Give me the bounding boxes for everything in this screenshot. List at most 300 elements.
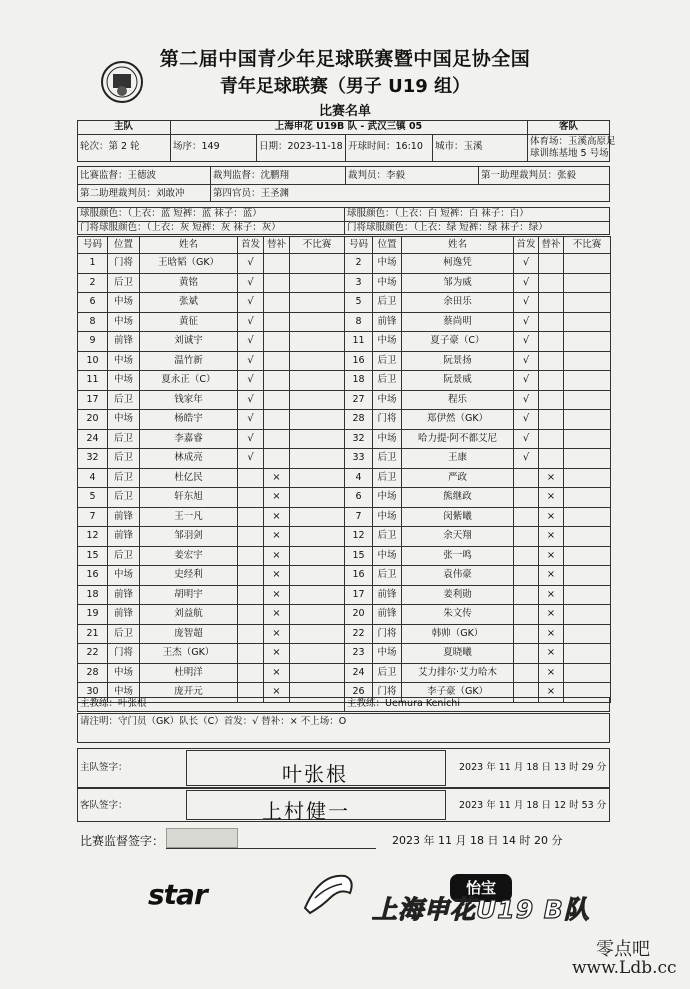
player-position: 门将: [373, 410, 402, 430]
sub-mark: ×: [264, 507, 290, 527]
player-position: 前锋: [373, 585, 402, 605]
player-name: 蔡尚明: [402, 312, 514, 332]
player-number: 4: [345, 468, 373, 488]
player-position: 中场: [108, 371, 140, 391]
player-number: 19: [78, 605, 108, 625]
player-number: 16: [78, 566, 108, 586]
player-row: [78, 351, 345, 371]
sub-mark: ×: [539, 546, 564, 566]
player-position: 中场: [373, 429, 402, 449]
player-name: 刘诚宇: [140, 332, 238, 352]
player-name: 郑伊然（GK）: [402, 410, 514, 430]
starter-mark: [238, 566, 264, 586]
player-number: 9: [78, 332, 108, 352]
player-position: 后卫: [108, 468, 140, 488]
player-name: 闵紫曦: [402, 507, 514, 527]
player-number: 27: [345, 390, 373, 410]
player-number: 2: [345, 254, 373, 274]
sub-mark: ×: [539, 488, 564, 508]
starter-mark: √: [514, 449, 539, 469]
starter-mark: [514, 605, 539, 625]
not-playing-mark: [290, 644, 345, 664]
supervisor-signature-time: 2023 年 11 月 18 日 14 时 20 分: [392, 834, 563, 847]
player-position: 后卫: [108, 273, 140, 293]
player-number: 1: [78, 254, 108, 274]
player-name: 林成亮: [140, 449, 238, 469]
home-signature: 叶张根: [282, 762, 348, 786]
not-playing-mark: [290, 273, 345, 293]
col-number: 号码: [78, 237, 108, 254]
player-number: 7: [345, 507, 373, 527]
player-row: [78, 429, 345, 449]
starter-mark: √: [514, 429, 539, 449]
match-date: 日期：2023-11-18: [259, 141, 343, 152]
player-number: 15: [78, 546, 108, 566]
city: 城市：玉溪: [435, 141, 483, 152]
player-row: [345, 488, 611, 508]
player-position: 后卫: [373, 293, 402, 313]
player-number: 26: [345, 683, 373, 703]
sub-mark: ×: [264, 624, 290, 644]
matchup: 上海申花 U19B 队 - 武汉三镇 05: [274, 121, 423, 132]
player-name: 艾力排尔·艾力哈木: [402, 663, 514, 683]
title-line-2: 青年足球联赛（男子 U19 组）: [219, 76, 471, 97]
not-playing-mark: [564, 585, 611, 605]
player-name: 杜亿民: [140, 468, 238, 488]
not-playing-mark: [290, 332, 345, 352]
player-number: 28: [345, 410, 373, 430]
player-name: 史经利: [140, 566, 238, 586]
player-position: 后卫: [108, 429, 140, 449]
player-name: 王一凡: [140, 507, 238, 527]
player-position: 中场: [108, 293, 140, 313]
player-position: 中场: [373, 254, 402, 274]
venue-line-1: 体育场：玉溪高原足: [530, 136, 616, 147]
starter-mark: √: [238, 254, 264, 274]
player-number: 24: [345, 663, 373, 683]
home-gk-kit-colors: 门将球服颜色：（上衣：灰 短裤：灰 袜子：灰）: [80, 222, 281, 233]
player-position: 中场: [373, 273, 402, 293]
starter-mark: √: [238, 351, 264, 371]
player-name: 阮景扬: [402, 351, 514, 371]
player-position: 门将: [373, 683, 402, 703]
not-playing-mark: [564, 254, 611, 274]
player-name: 李嘉睿: [140, 429, 238, 449]
player-row: [345, 468, 611, 488]
starter-mark: [238, 585, 264, 605]
player-position: 后卫: [373, 663, 402, 683]
starter-mark: √: [514, 254, 539, 274]
not-playing-mark: [564, 273, 611, 293]
sub-mark: ×: [264, 644, 290, 664]
player-position: 中场: [373, 332, 402, 352]
starter-mark: [238, 507, 264, 527]
player-row: [345, 410, 611, 430]
not-playing-mark: [564, 351, 611, 371]
not-playing-mark: [564, 468, 611, 488]
sub-mark: [264, 410, 290, 430]
player-number: 6: [345, 488, 373, 508]
sub-mark: ×: [264, 488, 290, 508]
not-playing-mark: [564, 312, 611, 332]
supervisor-signature-stamp[interactable]: [166, 828, 238, 848]
starter-mark: √: [514, 273, 539, 293]
legend-note: 请注明：守门员（GK）队长（C）首发：√ 替补：× 不上场：O: [80, 716, 347, 727]
player-name: 阮景威: [402, 371, 514, 391]
player-row: [78, 390, 345, 410]
starter-mark: √: [514, 293, 539, 313]
col-name: 姓名: [402, 237, 514, 254]
player-number: 11: [345, 332, 373, 352]
starter-mark: [514, 644, 539, 664]
sub-mark: [264, 351, 290, 371]
player-number: 16: [345, 566, 373, 586]
player-name: 钱家年: [140, 390, 238, 410]
player-row: [78, 546, 345, 566]
watermark-line-1: 零点吧: [596, 939, 650, 960]
player-position: 后卫: [108, 624, 140, 644]
player-row: [345, 585, 611, 605]
starter-mark: [238, 527, 264, 547]
not-playing-mark: [564, 546, 611, 566]
sub-mark: [264, 429, 290, 449]
player-name: 邹羽剑: [140, 527, 238, 547]
match-supervisor: 比赛监督：王德波: [80, 170, 157, 181]
player-name: 熊继政: [402, 488, 514, 508]
starter-mark: [514, 546, 539, 566]
player-number: 8: [78, 312, 108, 332]
sub-mark: ×: [264, 566, 290, 586]
starter-mark: √: [514, 351, 539, 371]
fourth-official: 第四官员：王圣渊: [213, 188, 290, 199]
away-coach: 主教练：Uemura Kenichi: [347, 698, 460, 709]
player-position: 后卫: [108, 390, 140, 410]
player-row: [78, 468, 345, 488]
not-playing-mark: [290, 351, 345, 371]
player-position: 门将: [373, 624, 402, 644]
not-playing-mark: [564, 507, 611, 527]
not-playing-mark: [290, 410, 345, 430]
not-playing-mark: [564, 644, 611, 664]
player-name: 夏晓曦: [402, 644, 514, 664]
cbest-brand-logo: 怡宝: [450, 874, 512, 902]
home-signature-time: 2023 年 11 月 18 日 13 时 29 分: [459, 762, 607, 773]
not-playing-mark: [564, 429, 611, 449]
not-playing-mark: [290, 293, 345, 313]
home-roster-header: [78, 237, 345, 254]
col-number: 号码: [345, 237, 373, 254]
not-playing-mark: [564, 566, 611, 586]
player-position: 前锋: [108, 605, 140, 625]
player-number: 17: [78, 390, 108, 410]
sub-mark: ×: [539, 663, 564, 683]
starter-mark: √: [238, 312, 264, 332]
player-row: [345, 293, 611, 313]
starter-mark: [238, 488, 264, 508]
starter-mark: [514, 566, 539, 586]
player-name: 姜利勋: [402, 585, 514, 605]
starter-mark: √: [514, 390, 539, 410]
player-number: 4: [78, 468, 108, 488]
not-playing-mark: [290, 566, 345, 586]
player-position: 前锋: [373, 312, 402, 332]
player-position: 中场: [108, 683, 140, 703]
player-row: [345, 644, 611, 664]
not-playing-mark: [290, 449, 345, 469]
not-playing-mark: [290, 624, 345, 644]
player-row: [345, 605, 611, 625]
player-number: 12: [345, 527, 373, 547]
not-playing-mark: [564, 449, 611, 469]
col-position: 位置: [108, 237, 140, 254]
not-playing-mark: [290, 585, 345, 605]
sub-mark: [264, 254, 290, 274]
starter-mark: [514, 468, 539, 488]
sub-mark: [264, 371, 290, 391]
player-position: 门将: [108, 254, 140, 274]
player-name: 李子豪（GK）: [402, 683, 514, 703]
player-position: 后卫: [108, 488, 140, 508]
sub-mark: [264, 332, 290, 352]
player-position: 中场: [108, 566, 140, 586]
starter-mark: [238, 605, 264, 625]
sub-mark: ×: [539, 624, 564, 644]
sub-mark: [264, 449, 290, 469]
player-row: [345, 273, 611, 293]
player-name: 杨皓宇: [140, 410, 238, 430]
player-name: 哈力提·阿不都艾尼: [402, 429, 514, 449]
not-playing-mark: [290, 468, 345, 488]
sub-mark: [539, 410, 564, 430]
col-starter: 首发: [514, 237, 539, 254]
player-row: [78, 488, 345, 508]
player-position: 中场: [373, 390, 402, 410]
starter-mark: √: [238, 429, 264, 449]
player-number: 22: [78, 644, 108, 664]
player-position: 前锋: [108, 585, 140, 605]
not-playing-mark: [290, 488, 345, 508]
player-number: 24: [78, 429, 108, 449]
player-name: 张一鸣: [402, 546, 514, 566]
player-position: 中场: [373, 546, 402, 566]
first-assistant-referee: 第一助理裁判员：张毅: [481, 170, 577, 181]
team-banner-text: 上海申花U19 B队: [372, 895, 590, 924]
not-playing-mark: [564, 624, 611, 644]
sub-mark: ×: [264, 585, 290, 605]
player-name: 王晗韬（GK）: [140, 254, 238, 274]
player-name: 袁伟豪: [402, 566, 514, 586]
player-name: 余天翔: [402, 527, 514, 547]
player-number: 10: [78, 351, 108, 371]
away-signature: 上村健一: [262, 799, 350, 823]
player-row: [345, 254, 611, 274]
player-number: 11: [78, 371, 108, 391]
sub-mark: ×: [264, 663, 290, 683]
player-name: 王康: [402, 449, 514, 469]
player-name: 张斌: [140, 293, 238, 313]
starter-mark: [514, 663, 539, 683]
away-signature-label: 客队签字：: [80, 800, 128, 811]
col-name: 姓名: [140, 237, 238, 254]
player-name: 姜宏宇: [140, 546, 238, 566]
not-playing-mark: [290, 371, 345, 391]
not-playing-mark: [290, 605, 345, 625]
sub-mark: [264, 390, 290, 410]
col-sub: 替补: [264, 237, 290, 254]
kickoff-time: 开球时间：16:10: [348, 141, 423, 152]
not-playing-mark: [290, 390, 345, 410]
starter-mark: √: [514, 312, 539, 332]
starter-mark: √: [238, 390, 264, 410]
player-row: [345, 546, 611, 566]
home-team-label: 主队: [113, 121, 133, 132]
player-number: 18: [345, 371, 373, 391]
player-name: 王杰（GK）: [140, 644, 238, 664]
sub-mark: ×: [539, 507, 564, 527]
player-row: [345, 351, 611, 371]
player-name: 刘益航: [140, 605, 238, 625]
sub-mark: [539, 273, 564, 293]
player-number: 22: [345, 624, 373, 644]
not-playing-mark: [564, 488, 611, 508]
starter-mark: √: [514, 332, 539, 352]
player-position: 中场: [373, 644, 402, 664]
round: 轮次：第 2 轮: [80, 141, 140, 152]
player-row: [78, 507, 345, 527]
starter-mark: [514, 488, 539, 508]
player-name: 温竹新: [140, 351, 238, 371]
player-position: 后卫: [373, 371, 402, 391]
not-playing-mark: [564, 332, 611, 352]
player-row: [78, 585, 345, 605]
not-playing-mark: [290, 429, 345, 449]
sub-mark: ×: [264, 527, 290, 547]
player-number: 2: [78, 273, 108, 293]
player-position: 后卫: [373, 468, 402, 488]
sub-mark: [539, 449, 564, 469]
player-name: 严政: [402, 468, 514, 488]
away-roster-table: [344, 236, 611, 703]
home-kit-colors: 球服颜色：（上衣：蓝 短裤：蓝 袜子：蓝）: [80, 208, 262, 219]
sub-mark: [539, 293, 564, 313]
player-row: [345, 332, 611, 352]
player-number: 17: [345, 585, 373, 605]
home-coach: 主教练：叶张根: [80, 698, 147, 709]
player-number: 32: [78, 449, 108, 469]
not-playing-mark: [290, 663, 345, 683]
not-playing-mark: [564, 371, 611, 391]
player-number: 5: [345, 293, 373, 313]
player-row: [78, 566, 345, 586]
player-number: 6: [78, 293, 108, 313]
player-number: 21: [78, 624, 108, 644]
starter-mark: √: [238, 449, 264, 469]
player-row: [78, 605, 345, 625]
player-position: 中场: [108, 312, 140, 332]
player-name: 柯逸凭: [402, 254, 514, 274]
player-name: 朱文传: [402, 605, 514, 625]
sub-mark: ×: [539, 683, 564, 703]
player-name: 庞智超: [140, 624, 238, 644]
player-position: 中场: [373, 507, 402, 527]
starter-mark: [238, 468, 264, 488]
sub-mark: ×: [264, 546, 290, 566]
sub-mark: [264, 273, 290, 293]
player-position: 中场: [108, 410, 140, 430]
not-playing-mark: [290, 527, 345, 547]
supervisor-signature-label: 比赛监督签字：: [80, 834, 165, 848]
sub-mark: [539, 371, 564, 391]
player-number: 30: [78, 683, 108, 703]
col-not-playing: 不比赛: [564, 237, 611, 254]
sponsor-footer: [0, 860, 690, 930]
player-number: 12: [78, 527, 108, 547]
player-row: [78, 449, 345, 469]
away-kit-colors: 球服颜色：（上衣：白 短裤：白 袜子：白）: [347, 208, 529, 219]
player-position: 后卫: [108, 546, 140, 566]
player-position: 前锋: [108, 507, 140, 527]
player-position: 前锋: [373, 605, 402, 625]
player-position: 前锋: [108, 527, 140, 547]
player-position: 后卫: [373, 566, 402, 586]
player-number: 8: [345, 312, 373, 332]
title-line-3: 比赛名单: [318, 104, 371, 119]
col-not-playing: 不比赛: [290, 237, 345, 254]
player-row: [345, 312, 611, 332]
player-position: 门将: [108, 644, 140, 664]
player-position: 后卫: [373, 449, 402, 469]
player-row: [345, 390, 611, 410]
starter-mark: [238, 546, 264, 566]
sub-mark: ×: [539, 644, 564, 664]
player-name: 杜明洋: [140, 663, 238, 683]
player-name: 胡明宇: [140, 585, 238, 605]
player-row: [345, 566, 611, 586]
starter-mark: √: [238, 332, 264, 352]
venue-line-2: 球训练基地 5 号场: [530, 148, 609, 159]
player-name: 韩帅（GK）: [402, 624, 514, 644]
player-number: 18: [78, 585, 108, 605]
player-row: [78, 527, 345, 547]
starter-mark: √: [238, 410, 264, 430]
not-playing-mark: [564, 390, 611, 410]
col-sub: 替补: [539, 237, 564, 254]
player-row: [345, 371, 611, 391]
player-name: 程乐: [402, 390, 514, 410]
away-gk-kit-colors: 门将球服颜色：（上衣：绿 短裤：绿 袜子：绿）: [347, 222, 548, 233]
not-playing-mark: [290, 507, 345, 527]
player-row: [78, 624, 345, 644]
sub-mark: ×: [539, 585, 564, 605]
not-playing-mark: [564, 410, 611, 430]
not-playing-mark: [564, 527, 611, 547]
sub-mark: ×: [539, 605, 564, 625]
sub-mark: ×: [264, 605, 290, 625]
player-number: 16: [345, 351, 373, 371]
player-number: 28: [78, 663, 108, 683]
starter-mark: √: [238, 293, 264, 313]
title-line-1: 第二届中国青少年足球联赛暨中国足协全国: [159, 48, 531, 70]
player-number: 15: [345, 546, 373, 566]
sub-mark: [539, 254, 564, 274]
away-roster-header: [345, 237, 611, 254]
not-playing-mark: [564, 293, 611, 313]
shenhua-eagle-icon: [300, 868, 360, 918]
player-position: 后卫: [373, 527, 402, 547]
star-brand-logo: star: [148, 878, 207, 911]
player-number: 20: [78, 410, 108, 430]
watermark-line-2: www.Ldb.cc: [572, 958, 677, 978]
